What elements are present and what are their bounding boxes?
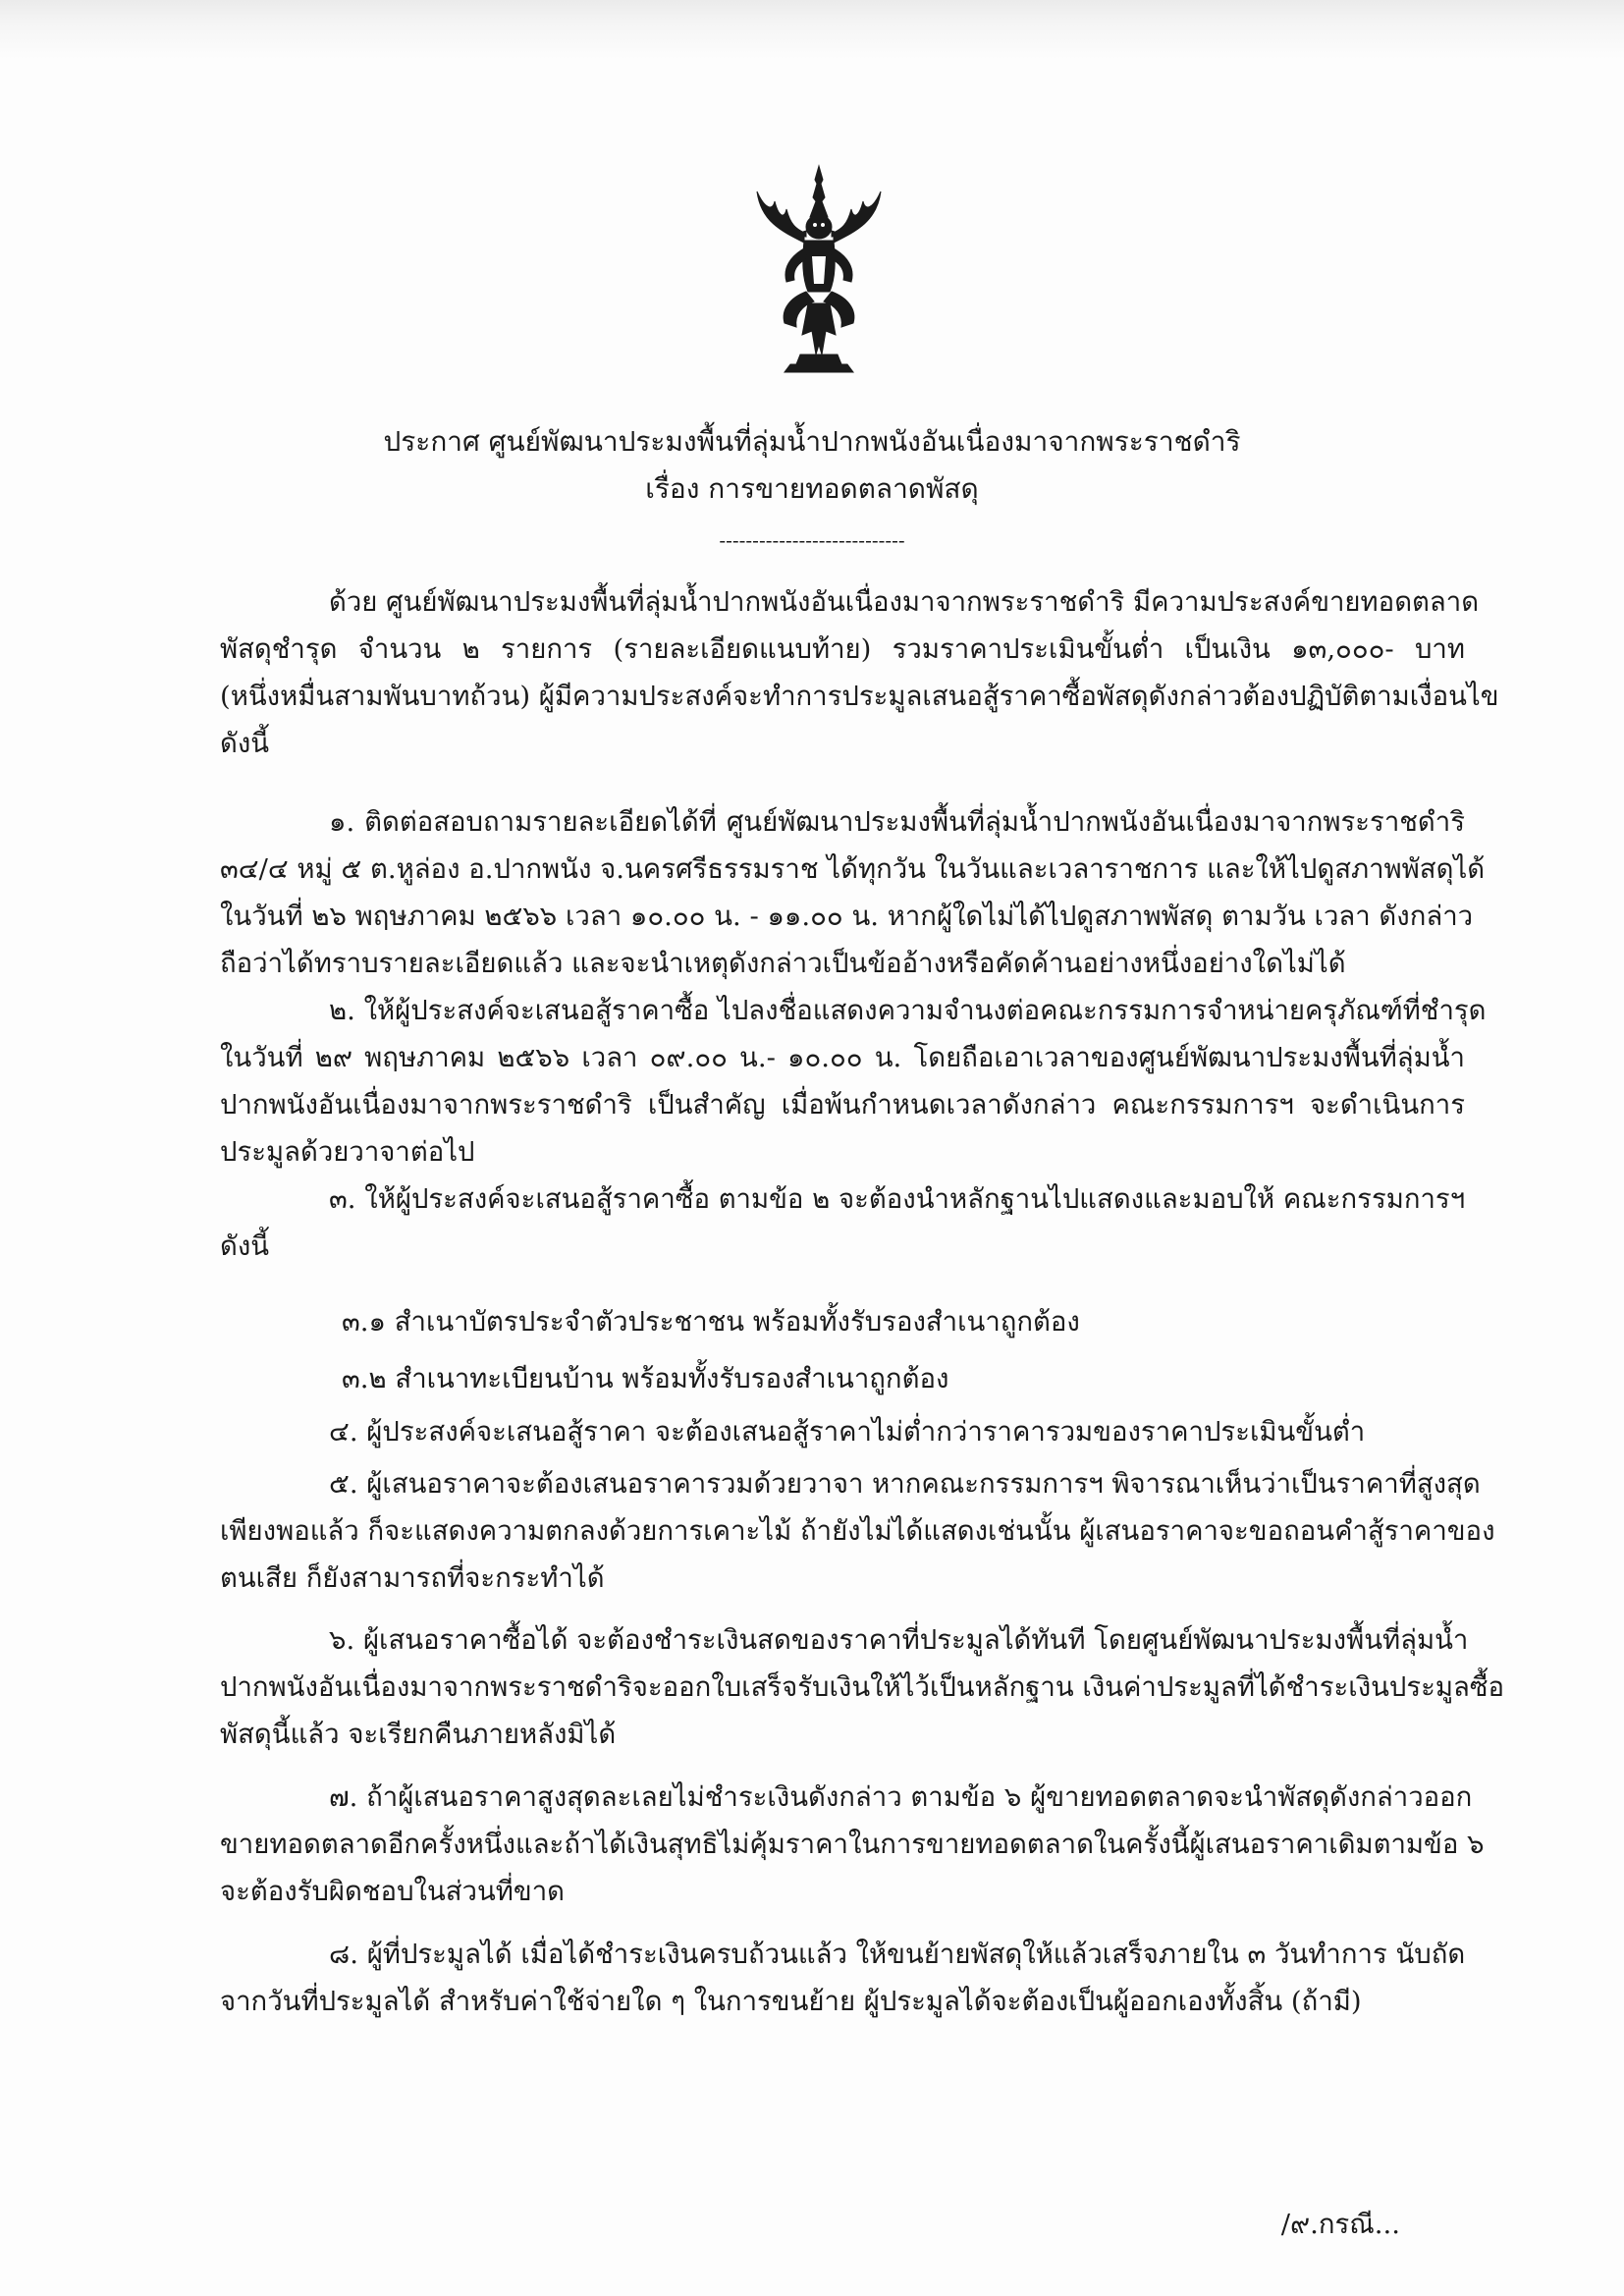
paragraph-line: ๓. ให้ผู้ประสงค์จะเสนอสู้ราคาซื้อ ตามข้อ ๒ จะต้องนำหลักฐานไปแสดงและมอบให้ คณะกรรมการฯ bbox=[329, 1183, 1466, 1215]
garuda-emblem-icon bbox=[751, 162, 887, 373]
paragraph-line: ตนเสีย ก็ยังสามารถที่จะกระทำได้ bbox=[220, 1562, 605, 1594]
paragraph-line: ในวันที่ ๒๖ พฤษภาคม ๒๕๖๖ เวลา ๑๐.๐๐ น. - ๑๑.๐๐ น. หากผู้ใดไม่ได้ไปดูสภาพพัสดุ ตามวัน เวลา ดังกล่าว bbox=[220, 901, 1474, 932]
paragraph-line: ๒. ให้ผู้ประสงค์จะเสนอสู้ราคาซื้อ ไปลงชื่อแสดงความจำนงต่อคณะกรรมการจำหน่ายครุภัณฑ์ที่ชำรุด bbox=[329, 995, 1487, 1026]
paragraph-line: จากวันที่ประมูลได้ สำหรับค่าใช้จ่ายใด ๆ ในการขนย้าย ผู้ประมูลได้จะต้องเป็นผู้ออกเองทั้งสิ้น (ถ้ามี) bbox=[220, 1986, 1362, 2017]
paragraph-line: ๘. ผู้ที่ประมูลได้ เมื่อได้ชำระเงินครบถ้วนแล้ว ให้ขนย้ายพัสดุให้แล้วเสร็จภายใน ๓ วันทำการ นับถัด bbox=[329, 1939, 1466, 1970]
paragraph-line: ๑. ติดต่อสอบถามรายละเอียดได้ที่ ศูนย์พัฒนาประมงพื้นที่ลุ่มน้ำปากพนังอันเนื่องมาจากพระราชดำริ bbox=[329, 806, 1465, 838]
clause-6 bbox=[220, 1616, 1505, 1758]
paragraph-line: ประมูลด้วยวาจาต่อไป bbox=[220, 1136, 475, 1168]
paragraph-line: ดังนี้ bbox=[220, 1230, 270, 1262]
paragraph-line: ๓๔/๔ หมู่ ๕ ต.หูล่อง อ.ปากพนัง จ.นครศรีธรรมราช ได้ทุกวัน ในวันและเวลาราชการ และให้ไปดูสภาพพัสดุได้ bbox=[220, 853, 1486, 885]
paragraph-line: ๗. ถ้าผู้เสนอราคาสูงสุดละเลยไม่ชำระเงินดังกล่าว ตามข้อ ๖ ผู้ขายทอดตลาดจะนำพัสดุดังกล่าวออก bbox=[329, 1781, 1473, 1813]
clause-8 bbox=[220, 1931, 1465, 2025]
paragraph-line: พัสดุชำรุด จำนวน ๒ รายการ (รายละเอียดแนบท้าย) รวมราคาประเมินขั้นต่ำ เป็นเงิน ๑๓,๐๐๐- บาท bbox=[220, 633, 1465, 665]
sub-clause-3-1: ๓.๑ สำเนาบัตรประจำตัวประชาชน พร้อมทั้งรับรองสำเนาถูกต้อง bbox=[342, 1306, 1080, 1338]
paragraph-line: ปากพนังอันเนื่องมาจากพระราชดำริจะออกใบเสร็จรับเงินให้ไว้เป็นหลักฐาน เงินค่าประมูลที่ได้ชำระเงินประมูลซื้อ bbox=[220, 1671, 1505, 1703]
paragraph-line: (หนึ่งหมื่นสามพันบาทถ้วน) ผู้มีความประสงค์จะทำการประมูลเสนอสู้ราคาซื้อพัสดุดังกล่าวต้องปฏิบัติตามเงื่อนไข bbox=[220, 681, 1499, 712]
clause-3 bbox=[220, 1175, 1465, 1270]
paragraph-line: ๖. ผู้เสนอราคาซื้อได้ จะต้องชำระเงินสดของราคาที่ประมูลได้ทันที โดยศูนย์พัฒนาประมงพื้นที่ลุ่มน้ำ bbox=[329, 1624, 1469, 1656]
clause-4: ๔. ผู้ประสงค์จะเสนอสู้ราคา จะต้องเสนอสู้ราคาไม่ต่ำกว่าราคารวมของราคาประเมินขั้นต่ำ bbox=[329, 1416, 1366, 1448]
paragraph-line: พัสดุนี้แล้ว จะเรียกคืนภายหลังมิได้ bbox=[220, 1719, 617, 1750]
paragraph-line: ปากพนังอันเนื่องมาจากพระราชดำริ เป็นสำคัญ เมื่อพ้นกำหนดเวลาดังกล่าว คณะกรรมการฯ จะดำเนินการ bbox=[220, 1089, 1465, 1121]
title-divider: ---------------------------- bbox=[719, 528, 905, 552]
paragraph-line: ดังนี้ bbox=[220, 728, 270, 759]
page-subject: เรื่อง การขายทอดตลาดพัสดุ bbox=[645, 472, 979, 505]
clause-7 bbox=[220, 1774, 1485, 1915]
paragraph-line: ด้วย ศูนย์พัฒนาประมงพื้นที่ลุ่มน้ำปากพนังอันเนื่องมาจากพระราชดำริ มีความประสงค์ขายทอดตลาด bbox=[329, 586, 1480, 618]
paragraph-line: จะต้องรับผิดชอบในส่วนที่ขาด bbox=[220, 1876, 566, 1907]
page-title: ประกาศ ศูนย์พัฒนาประมงพื้นที่ลุ่มน้ำปากพนังอันเนื่องมาจากพระราชดำริ bbox=[383, 425, 1241, 458]
paragraph-line: ขายทอดตลาดอีกครั้งหนึ่งและถ้าได้เงินสุทธิไม่คุ้มราคาในการขายทอดตลาดในครั้งนี้ผู้เสนอราคาเดิมตามข้อ ๖ bbox=[220, 1829, 1485, 1860]
paragraph-line: ๕. ผู้เสนอราคาจะต้องเสนอราคารวมด้วยวาจา หากคณะกรรมการฯ พิจารณาเห็นว่าเป็นราคาที่สูงสุด bbox=[329, 1468, 1481, 1500]
paragraph-line: ถือว่าได้ทราบรายละเอียดแล้ว และจะนำเหตุดังกล่าวเป็นข้ออ้างหรือคัดค้านอย่างหนึ่งอย่างใดไม่ได้ bbox=[220, 948, 1346, 979]
intro-paragraph bbox=[220, 578, 1499, 767]
clause-2 bbox=[220, 987, 1487, 1175]
continued-marker: /๙.กรณี... bbox=[1280, 2209, 1400, 2240]
paragraph-line: เพียงพอแล้ว ก็จะแสดงความตกลงด้วยการเคาะไม้ ถ้ายังไม่ได้แสดงเช่นนั้น ผู้เสนอราคาจะขอถอนคำสู้ราคาของ bbox=[220, 1515, 1495, 1547]
clause-1 bbox=[220, 798, 1486, 987]
scan-shadow bbox=[0, 0, 1624, 59]
paragraph-line: ในวันที่ ๒๙ พฤษภาคม ๒๕๖๖ เวลา ๐๙.๐๐ น.- ๑๐.๐๐ น. โดยถือเอาเวลาของศูนย์พัฒนาประมงพื้นที่ลุ่มน้ำ bbox=[220, 1042, 1465, 1073]
clause-5 bbox=[220, 1460, 1495, 1602]
sub-clause-3-2: ๓.๒ สำเนาทะเบียนบ้าน พร้อมทั้งรับรองสำเนาถูกต้อง bbox=[342, 1363, 949, 1394]
